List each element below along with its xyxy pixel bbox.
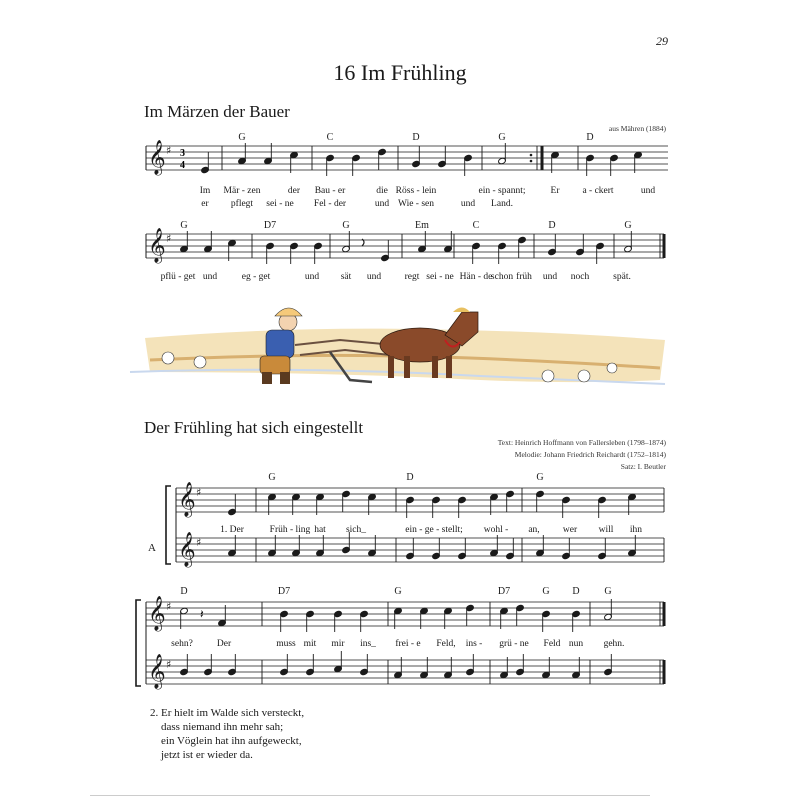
key-signature-sharp: ♯ xyxy=(166,600,172,613)
lyric-syllable: ins - xyxy=(465,639,483,649)
verse-2 xyxy=(150,706,304,762)
key-signature-sharp: ♯ xyxy=(196,536,202,549)
chord-symbol: D7 xyxy=(277,586,291,597)
song-origin: aus Mähren (1884) xyxy=(608,124,666,133)
lyric-syllable: nun xyxy=(568,639,584,649)
chord-symbol: C xyxy=(472,220,480,231)
lyric-syllable: früh xyxy=(516,272,532,282)
lyric-syllable: wohl - xyxy=(483,525,509,535)
song-title-2: Der Frühling hat sich eingestellt xyxy=(144,418,364,437)
lyric-syllable: Mär - zen xyxy=(223,186,261,196)
part-label: A xyxy=(148,542,156,554)
verse-2-line: dass niemand ihn mehr sah; xyxy=(161,721,284,733)
chord-symbol: D xyxy=(572,586,580,597)
lyric-syllable: Feld, xyxy=(436,639,456,649)
lyric-syllable: Der xyxy=(216,639,232,649)
quarter-rest: 𝄽 xyxy=(200,607,204,621)
chord-symbol: Em xyxy=(415,220,429,231)
lyric-syllable: eg - get xyxy=(241,272,271,282)
lyric-syllable: an, xyxy=(528,525,540,535)
lyric-syllable: Bau - er xyxy=(314,186,346,196)
lyric-syllable: Im xyxy=(199,186,211,196)
lyric-syllable: ihn xyxy=(629,525,643,535)
lyric-syllable: spät. xyxy=(613,272,631,282)
lyric-syllable: Land. xyxy=(491,199,513,209)
key-signature-sharp: ♯ xyxy=(196,486,202,499)
chord-symbol: D xyxy=(548,220,556,231)
key-signature-sharp: ♯ xyxy=(166,658,172,671)
chord-symbol: D7 xyxy=(497,586,511,597)
verse-2-line: 2. Er hielt im Walde sich versteckt, xyxy=(150,707,305,719)
chord-symbol: G xyxy=(268,472,276,483)
bottom-rule xyxy=(90,795,650,796)
treble-clef: 𝄞 xyxy=(148,596,166,631)
lyric-syllable: Er xyxy=(550,186,560,196)
lyric-syllable: und xyxy=(366,272,382,282)
chord-symbol: G xyxy=(536,472,544,483)
lyric-syllable: ins_ xyxy=(360,639,376,649)
treble-clef: 𝄞 xyxy=(148,140,166,175)
lyric-syllable: und xyxy=(640,186,656,196)
verse-2-line: jetzt ist er wieder da. xyxy=(161,749,253,761)
song-title-1: Im Märzen der Bauer xyxy=(144,102,290,121)
treble-clef: 𝄞 xyxy=(148,654,166,689)
lyric-syllable: die xyxy=(376,186,388,196)
lyric-syllable: wer xyxy=(562,525,578,535)
chord-symbol: G xyxy=(604,586,612,597)
chord-symbol: C xyxy=(326,132,334,143)
lyric-syllable: sehn? xyxy=(171,639,193,649)
lyric-syllable: und xyxy=(374,199,390,209)
lyric-syllable: regt xyxy=(404,272,420,282)
lyric-syllable: gehn. xyxy=(603,639,625,649)
lyric-syllable: frei - e xyxy=(395,639,421,649)
lyric-syllable: sich_ xyxy=(345,525,367,535)
text-credit: Text: Heinrich Hoffmann von Fallersleben (1798–1874) xyxy=(497,438,666,447)
key-signature-sharp: ♯ xyxy=(166,144,172,157)
time-signature-top: 3 xyxy=(180,148,185,159)
lyric-syllable: sät xyxy=(340,272,352,282)
chapter-title: 16 Im Frühling xyxy=(333,60,467,85)
chord-symbol: G xyxy=(342,220,350,231)
chord-symbol: G xyxy=(498,132,506,143)
chord-symbol: G xyxy=(394,586,402,597)
time-signature-bottom: 4 xyxy=(180,160,185,171)
lyric-syllable: will xyxy=(598,525,614,535)
chord-symbol: G xyxy=(238,132,246,143)
lyric-syllable: ein - ge - stellt; xyxy=(405,525,463,535)
lyric-syllable: der xyxy=(287,186,301,196)
lyric-syllable: ein - spannt; xyxy=(478,186,526,196)
lyric-syllable: und xyxy=(304,272,320,282)
page-number: 29 xyxy=(656,34,668,48)
lyric-syllable: und xyxy=(460,199,476,209)
lyric-syllable: er xyxy=(201,199,209,209)
lyric-syllable: Früh - ling xyxy=(269,525,311,535)
lyric-syllable: sei - ne xyxy=(266,199,294,209)
lyric-syllable: Hän - de xyxy=(459,272,493,282)
lyric-syllable: pflü - get xyxy=(160,272,196,282)
chord-symbol: D xyxy=(412,132,420,143)
lyric-syllable: mir xyxy=(331,639,345,649)
lyric-syllable: muss xyxy=(276,639,296,649)
verse-2-line: ein Vöglein hat ihn aufgeweckt, xyxy=(161,735,302,747)
chord-symbol: G xyxy=(542,586,550,597)
lyric-syllable: 1. Der xyxy=(220,525,244,535)
lyric-syllable: und xyxy=(202,272,218,282)
treble-clef: 𝄞 xyxy=(178,532,196,567)
chord-symbol: G xyxy=(180,220,188,231)
chord-symbol: G xyxy=(624,220,632,231)
lyric-syllable: hat xyxy=(314,525,326,535)
treble-clef: 𝄞 xyxy=(148,228,166,263)
setting-credit: Satz: I. Beutler xyxy=(620,462,666,471)
lyric-syllable: Feld xyxy=(543,639,561,649)
lyric-syllable: und xyxy=(542,272,558,282)
treble-clef: 𝄞 xyxy=(178,482,196,517)
lyric-syllable: mit xyxy=(303,639,317,649)
lyric-syllable: Fel - der xyxy=(313,199,347,209)
lyric-syllable: a - ckert xyxy=(582,186,614,196)
melody-credit: Melodie: Johann Friedrich Reichardt (1752–1814) xyxy=(514,450,666,459)
lyric-syllable: noch xyxy=(570,272,590,282)
chord-symbol: D xyxy=(586,132,594,143)
key-signature-sharp: ♯ xyxy=(166,232,172,245)
lyric-syllable: Röss - lein xyxy=(395,186,437,196)
chord-symbol: D xyxy=(180,586,188,597)
lyric-syllable: pflegt xyxy=(230,199,254,209)
lyric-syllable: Wie - sen xyxy=(397,199,435,209)
lyric-syllable: sei - ne xyxy=(426,272,454,282)
chord-symbol: D7 xyxy=(263,220,277,231)
chord-symbol: D xyxy=(406,472,414,483)
lyric-syllable: grü - ne xyxy=(499,639,529,649)
lyric-syllable: schon xyxy=(490,272,514,282)
